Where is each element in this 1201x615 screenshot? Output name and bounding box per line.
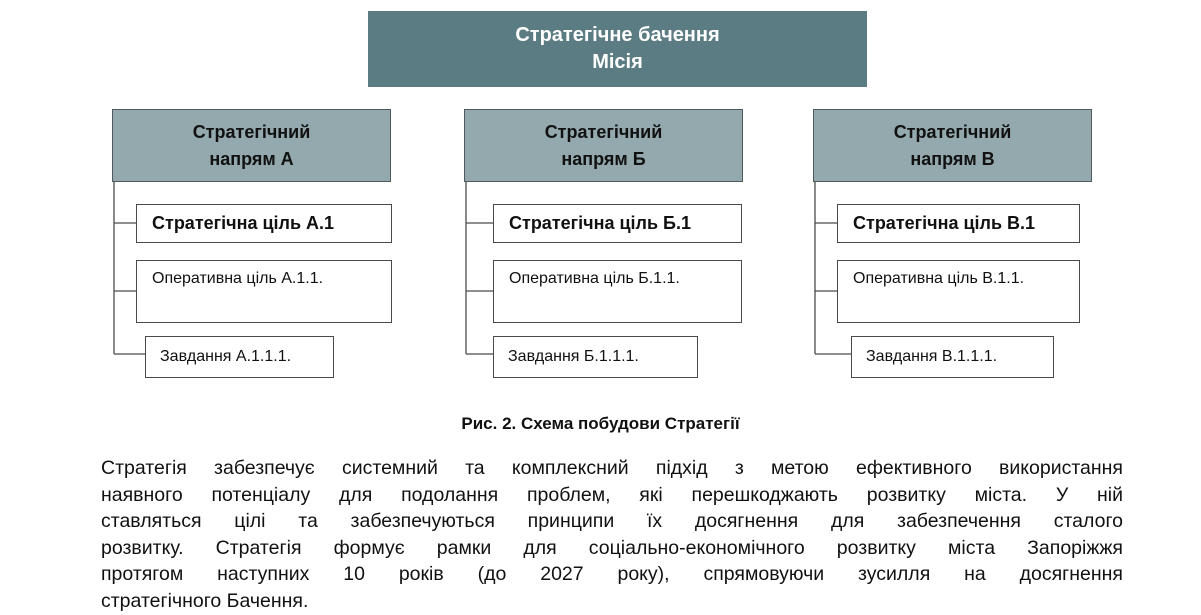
direction-c-box [813,109,1092,182]
task-a: Завдання А.1.1.1. [145,336,334,378]
strategic-goal-b: Стратегічна ціль Б.1 [493,204,742,243]
body-paragraph [101,455,1123,614]
direction-a-line2: напрям А [209,148,294,169]
paragraph-line: стратегічного Бачення. [101,589,309,612]
direction-c-line2: напрям В [910,148,995,169]
paragraph-line: наявного потенціалу для подолання проблем, які перешкоджають розвитку міста. У ній [101,483,1123,506]
direction-a-box [112,109,391,182]
direction-c-line1: Стратегічний [893,121,1012,142]
paragraph-line: протягом наступних 10 років (до 2027 року), спрямовуючи зусилля на досягнення [101,563,1123,585]
connector-b [466,182,493,354]
paragraph-line: ставляться цілі та забезпечуються принципи їх досягнення для забезпечення сталого [101,510,1123,532]
strategic-vision-box [368,11,867,87]
operational-goal-a: Оперативна ціль А.1.1. [136,260,392,323]
operational-goal-b: Оперативна ціль Б.1.1. [493,260,742,323]
operational-goal-c: Оперативна ціль В.1.1. [837,260,1080,323]
strategic-goal-c: Стратегічна ціль В.1 [837,204,1080,243]
direction-b-box [464,109,743,182]
paragraph-line: Стратегія забезпечує системний та комплексний підхід з метою ефективного використання [101,457,1123,479]
strategic-goal-a: Стратегічна ціль А.1 [136,204,392,243]
task-b: Завдання Б.1.1.1. [493,336,698,378]
direction-b-line2: напрям Б [561,148,646,169]
paragraph-line: розвитку. Стратегія формує рамки для соціально-економічного розвитку міста Запоріжжя [101,536,1123,559]
task-c: Завдання В.1.1.1. [851,336,1054,378]
figure-caption: Рис. 2. Схема побудови Стратегії [461,414,740,433]
mission-title: Місія [592,51,643,73]
direction-b-line1: Стратегічний [544,121,663,142]
strategic-vision-title: Стратегічне бачення [515,24,720,46]
direction-a-line1: Стратегічний [192,121,311,142]
